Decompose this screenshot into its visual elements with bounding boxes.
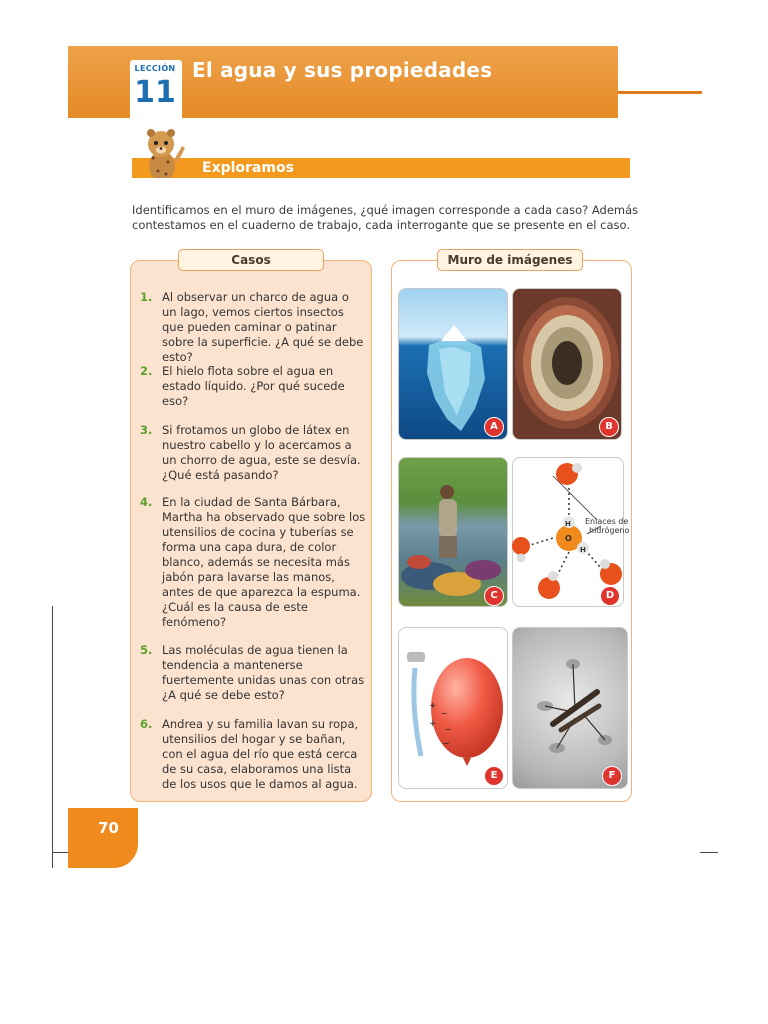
case-item: [140, 643, 366, 703]
case-text: Al observar un charco de agua o un lago, vemos ciertos insectos que pueden caminar o patinar sobre la superficie. ¿A qué se debe esto?: [162, 290, 364, 364]
atom-o-label: O: [565, 534, 572, 543]
case-text: Las moléculas de agua tienen la tendencia a mantenerse fuertemente unidas unas con otras ¿A qué se debe esto?: [162, 643, 365, 702]
case-number: 1.: [140, 290, 153, 304]
page-number-tab: [68, 808, 138, 868]
charged-balloon-image: [398, 627, 508, 789]
jaguar-mascot-icon: [138, 126, 190, 184]
svg-text:+: +: [429, 701, 437, 711]
header-rule: [618, 91, 702, 94]
case-item: [140, 423, 366, 483]
margin-line: [52, 606, 53, 868]
atom-h-label: H: [565, 520, 571, 528]
case-number: 4.: [140, 495, 153, 509]
river-laundry-image: [398, 457, 508, 607]
crop-mark: [700, 852, 718, 853]
scaled-pipe-image: [512, 288, 622, 440]
page-number: 70: [98, 819, 119, 837]
bond-caption-line2: hidrógeno: [589, 526, 630, 535]
section-title: Exploramos: [202, 160, 294, 176]
iceberg-image: [398, 288, 508, 440]
case-item: [140, 290, 366, 365]
muro-tab: Muro de imágenes: [437, 249, 583, 271]
image-letter-badge: F: [602, 766, 622, 786]
hydrogen-bond-image: [512, 457, 630, 607]
lesson-number: 11: [134, 75, 176, 110]
svg-text:‒: ‒: [441, 708, 448, 719]
bond-caption-line1: Enlaces de: [585, 517, 629, 526]
case-text: En la ciudad de Santa Bárbara, Martha ha observado que sobre los utensilios de cocina y tuberías se forma una capa dura, de color blanco, además se necesita más jabón para lavarse las manos, antes de que aparezca la espuma. ¿Cuál es la causa de este fenómeno?: [162, 495, 366, 629]
casos-tab: Casos: [178, 249, 324, 271]
image-letter-badge: E: [484, 766, 504, 786]
image-letter-badge: B: [599, 417, 619, 437]
case-text: Si frotamos un globo de látex en nuestro cabello y lo acercamos a un chorro de agua, este se desvía. ¿Qué está pasando?: [162, 423, 361, 482]
svg-text:+: +: [429, 719, 437, 729]
case-text: El hielo flota sobre el agua en estado líquido. ¿Por qué sucede eso?: [162, 364, 345, 408]
image-letter-badge: D: [600, 586, 620, 606]
intro-text: Identificamos en el muro de imágenes, ¿qué imagen corresponde a cada caso? Además contestamos en el cuaderno de trabajo, cada interrogante que se presente en el caso.: [132, 203, 639, 232]
water-strider-image: [512, 627, 628, 789]
image-letter-badge: A: [484, 417, 504, 437]
lesson-label: LECCIÓN: [134, 64, 176, 73]
case-number: 5.: [140, 643, 153, 657]
svg-text:‒: ‒: [445, 724, 452, 735]
case-item: [140, 364, 366, 409]
page-title: El agua y sus propiedades: [192, 58, 493, 82]
case-item: [140, 495, 366, 630]
svg-text:‒: ‒: [443, 738, 450, 749]
case-number: 2.: [140, 364, 153, 378]
case-number: 3.: [140, 423, 153, 437]
atom-h-label: H: [580, 546, 586, 554]
case-item: [140, 717, 366, 792]
crop-mark: [52, 852, 68, 853]
case-number: 6.: [140, 717, 153, 731]
image-letter-badge: C: [484, 586, 504, 606]
case-text: Andrea y su familia lavan su ropa, utensilios del hogar y se bañan, con el agua del río que está cerca de su casa, elaboramos una lista de los usos que le damos al agua.: [162, 717, 359, 791]
